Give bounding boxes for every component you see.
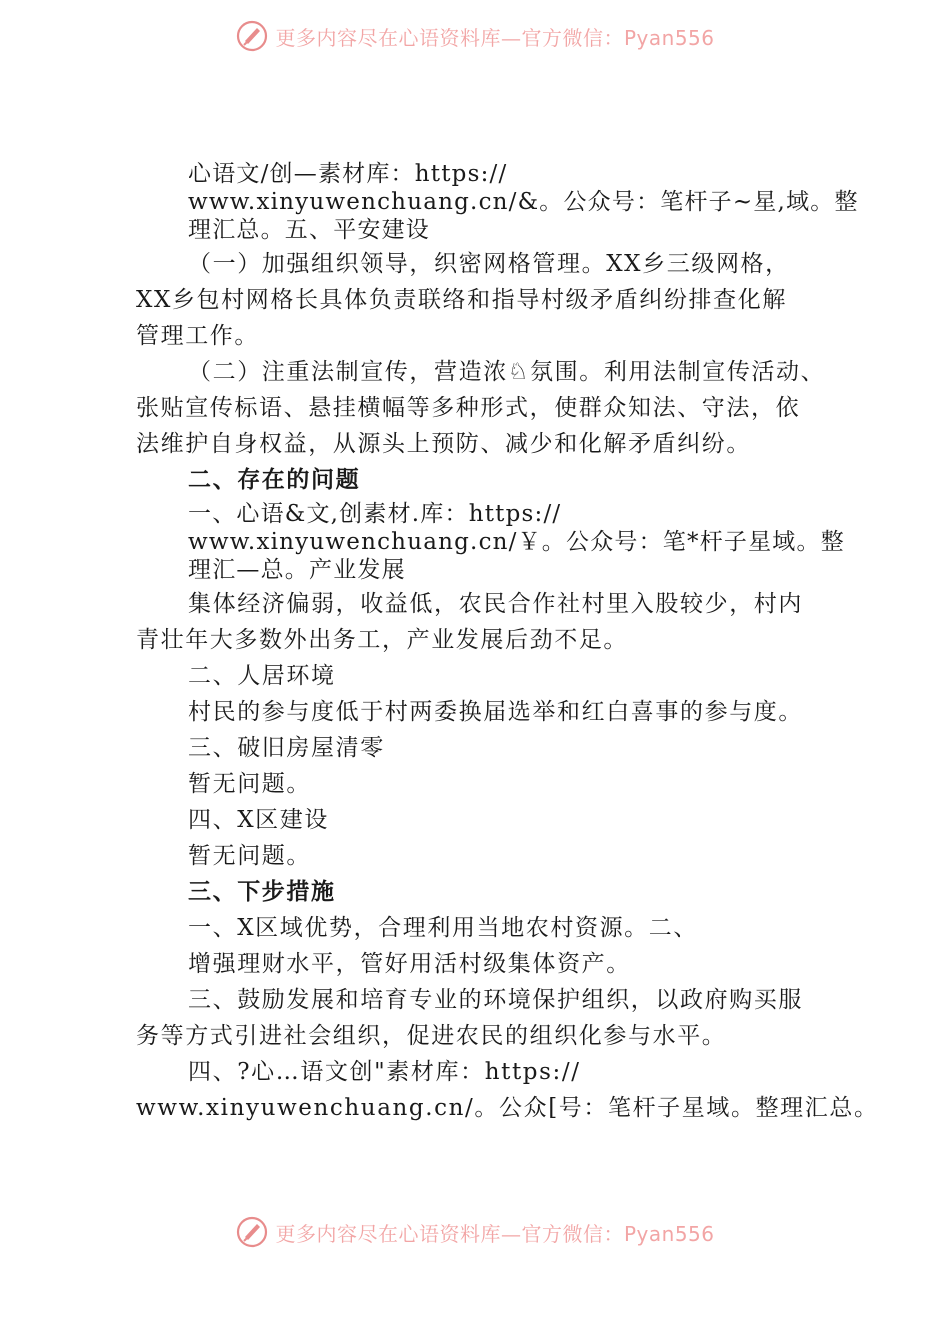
text-line: 二、人居环境 <box>188 663 336 689</box>
document-body <box>136 160 879 1126</box>
stamp-seal-icon <box>235 1215 269 1249</box>
banner-wechat-label: 官方微信： <box>521 1221 624 1246</box>
text-line: 集体经济偏弱，收益低，农民合作社村里入股较少，村内 <box>188 591 803 617</box>
banner-wechat-id: Pyan556 <box>623 25 715 50</box>
text-line: 理汇总。五、平安建设 <box>188 217 430 243</box>
banner-wechat-id: Pyan556 <box>623 1221 715 1246</box>
section-heading: 三、下步措施 <box>188 879 336 905</box>
banner-wechat-label: 官方微信： <box>521 25 624 50</box>
text-line: www.xinyuwenchuang.cn/。公众[号：笔杆子星域。整理汇总。 <box>136 1095 879 1121</box>
text-line: 三、破旧房屋清零 <box>188 735 385 761</box>
text-line: www.xinyuwenchuang.cn/￥。公众号：笔*杆子星域。整 <box>188 529 845 555</box>
bottom-banner <box>0 1210 950 1254</box>
text-line: （二）注重法制宣传，营造浓♘氛围。利用法制宣传活动、 <box>188 359 826 385</box>
text-line: 暂无问题。 <box>188 843 311 869</box>
text-line: XX乡包村网格长具体负责联络和指导村级矛盾纠纷排查化解 <box>136 287 787 313</box>
section-heading: 二、存在的问题 <box>188 467 361 493</box>
text-line: 法维护自身权益，从源头上预防、减少和化解矛盾纠纷。 <box>136 431 751 457</box>
text-line: 一、X区域优势，合理利用当地农村资源。二、 <box>188 915 698 941</box>
banner-slogan: 更多内容尽在心语资料库 <box>275 1221 501 1246</box>
text-line: 四、X区建设 <box>188 807 329 833</box>
banner-separator: — <box>500 25 522 50</box>
text-line: 理汇—总。产业发展 <box>188 557 406 583</box>
text-line: 管理工作。 <box>136 323 259 349</box>
text-line: （一）加强组织领导，织密网格管理。XX乡三级网格， <box>188 251 790 277</box>
banner-text <box>275 1218 714 1247</box>
stamp-seal-icon <box>235 19 269 53</box>
text-line: www.xinyuwenchuang.cn/&。公众号：笔杆子~星,域。整 <box>188 189 859 215</box>
top-banner <box>0 14 950 58</box>
text-line: 暂无问题。 <box>188 771 311 797</box>
text-line: 心语文/创—素材库：https:// <box>188 161 508 187</box>
banner-text <box>275 22 714 51</box>
text-line: 增强理财水平，管好用活村级集体资产。 <box>188 951 631 977</box>
banner-separator: — <box>500 1221 522 1246</box>
text-line: 青壮年大多数外出务工，产业发展后劲不足。 <box>136 627 628 653</box>
text-line: 张贴宣传标语、悬挂横幅等多种形式，使群众知法、守法，依 <box>136 395 801 421</box>
text-line: 三、鼓励发展和培育专业的环境保护组织，以政府购买服 <box>188 987 803 1013</box>
text-line: 务等方式引进社会组织，促进农民的组织化参与水平。 <box>136 1023 727 1049</box>
text-line: 四、?心…语文创"素材库：https:// <box>188 1059 581 1085</box>
text-line: 村民的参与度低于村两委换届选举和红白喜事的参与度。 <box>188 699 803 725</box>
text-line: 一、心语&文,创素材.库：https:// <box>188 501 562 527</box>
banner-slogan: 更多内容尽在心语资料库 <box>275 25 501 50</box>
